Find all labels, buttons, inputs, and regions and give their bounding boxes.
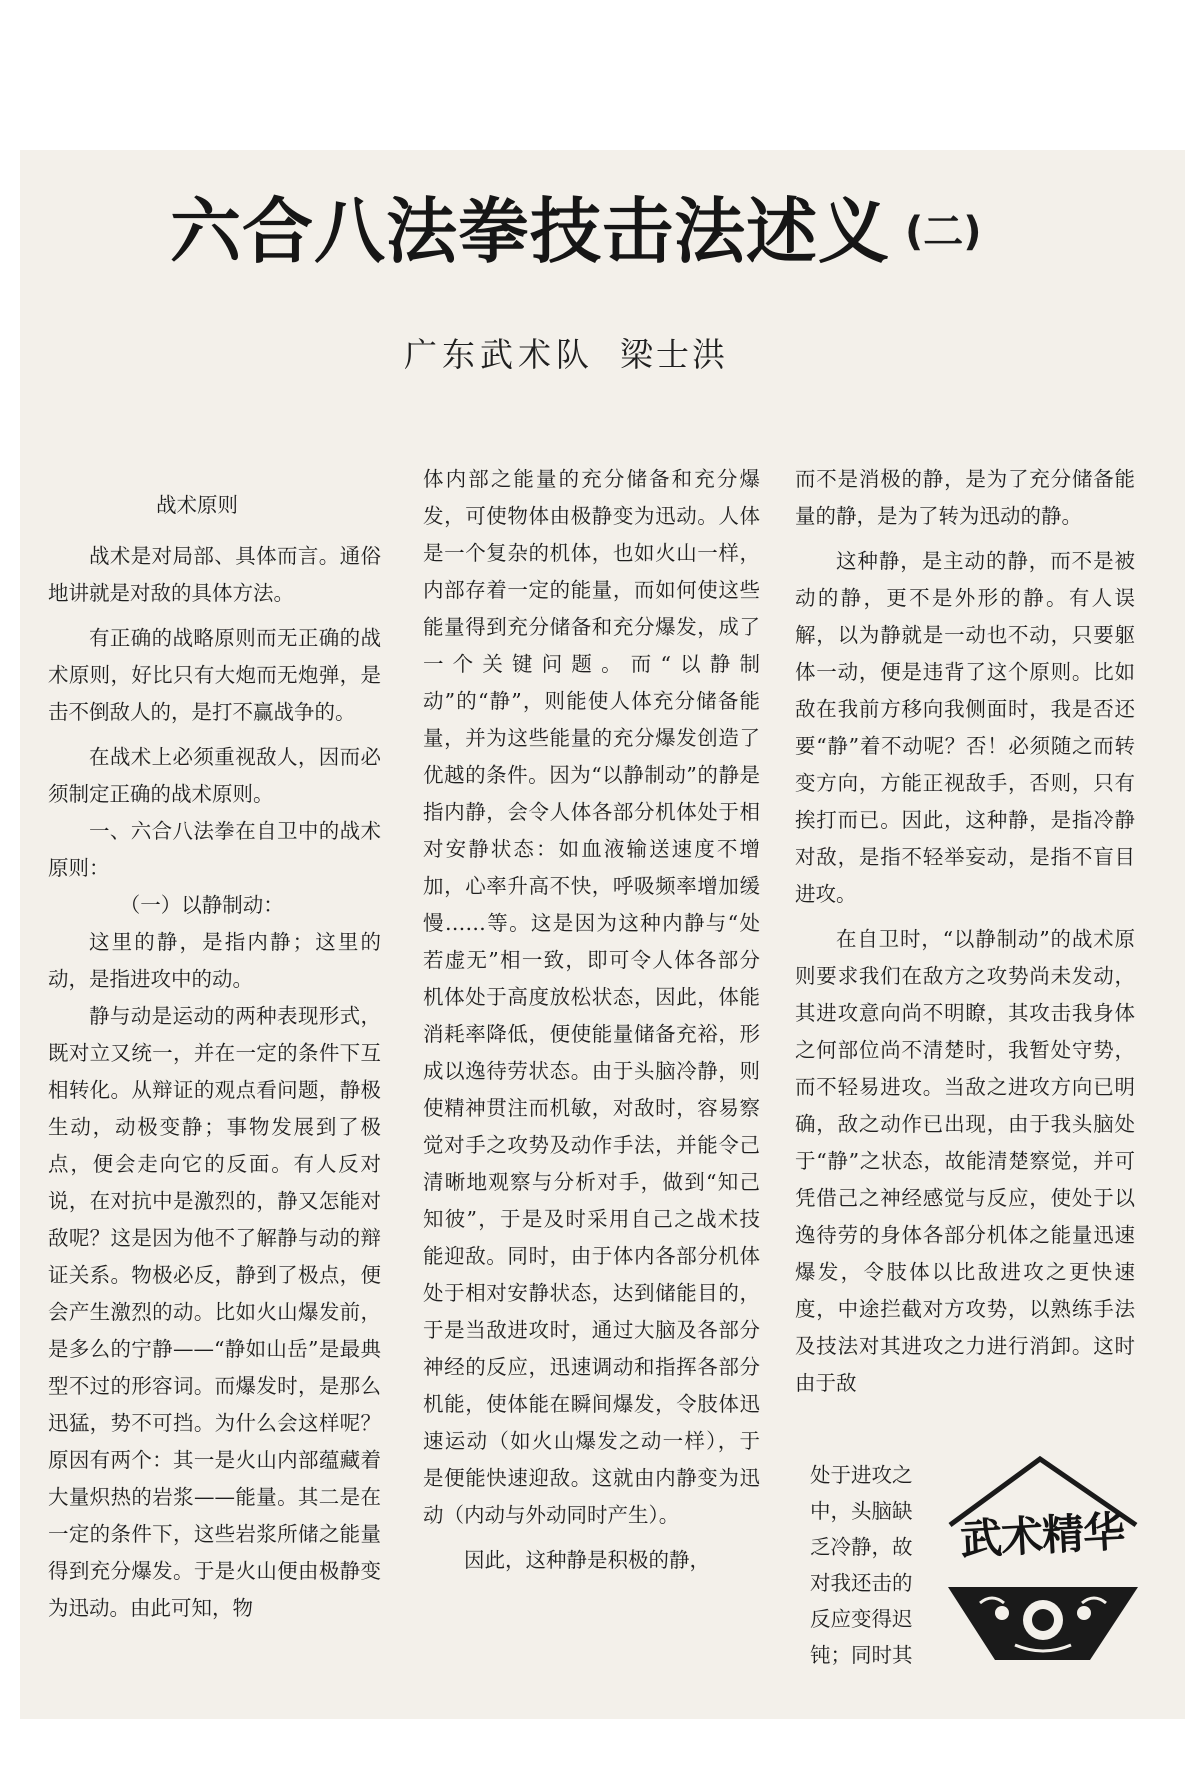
paragraph: 而不是消极的静，是为了充分储备能量的静，是为了转为迅动的静。	[795, 467, 1135, 528]
article-title: 六合八法拳技击法述义	[170, 190, 891, 273]
text-column-2	[423, 461, 760, 1721]
paragraph: 战术是对局部、具体而言。通俗地讲就是对敌的具体方法。	[48, 544, 381, 605]
emblem-label: 武术精华	[958, 1506, 1126, 1565]
numbered-heading: 一、六合八法拳在自卫中的战术原则：	[48, 819, 381, 880]
section-heading: 战术原则	[156, 493, 238, 517]
paragraph: 这种静，是主动的静，而不是被动的静，更不是外形的静。有人误解，以为静就是一动也不动，只要躯体一动，便是违背了这个原则。比如敌在我前方移向我侧面时，我是否还要“静”着不动呢？否！必须随之而转变方向，方能正视敌手，否则，只有挨打而已。因此，这种静，是指冷静对敌，是指不轻举妄动，是指不盲目进攻。	[795, 549, 1135, 906]
paragraph: 体内部之能量的充分储备和充分爆发，可使物体由极静变为迅动。人体是一个复杂的机体，也如火山一样，内部存着一定的能量，而如何使这些能量得到充分储备和充分爆发，成了一个关键问题。而“以静制动”的“静”，则能使人体充分储备能量，并为这些能量的充分爆发创造了优越的条件。因为“以静制动”的静是指内静，会令人体各部分机体处于相对安静状态：如血液输送速度不增加，心率升高不快，呼吸频率增加缓慢……等。这是因为这种内静与“处若虚无”相一致，即可令人体各部分机体处于高度放松状态，因此，体能消耗率降低，便使能量储备充裕，形成以逸待劳状态。由于头脑冷静，则使精神贯注而机敏，对敌时，容易察觉对手之攻势及动作手法，并能令己清晰地观察与分析对手，做到“知己知彼”，于是及时采用自己之战术技能迎敌。同时，由于体内各部分机体处于相对安静状态，达到储能目的，于是当敌进攻时，通过大脑及各部分神经的反应，迅速调动和指挥各部分机能，使体能在瞬间爆发，令肢体迅速运动（如火山爆发之动一样），于是便能快速迎敌。这就由内静变为迅动（内动与外动同时产生）。	[423, 467, 760, 1527]
paragraph: 处于进攻之中，头脑缺乏冷静，故对我还击的反应变得迟钝；同时其	[810, 1463, 913, 1667]
byline-author: 梁士洪	[620, 335, 728, 374]
sub-heading: （一）以静制动：	[119, 893, 284, 917]
byline-organization: 广东武术队	[404, 335, 594, 374]
text-column-3-continuation	[810, 1457, 930, 1787]
paragraph: 静与动是运动的两种表现形式，既对立又统一，并在一定的条件下互相转化。从辩证的观点看问题，静极生动，动极变静；事物发展到了极点，便会走向它的反面。有人反对说，在对抗中是激烈的，静又怎能对敌呢？这是因为他不了解静与动的辩证关系。物极必反，静到了极点，便会产生激烈的动。比如火山爆发前，是多么的宁静——“静如山岳”是最典型不过的形容词。而爆发时，是那么迅猛，势不可挡。为什么会这样呢？原因有两个：其一是火山内部蕴藏着大量炽热的岩浆——能量。其二是在一定的条件下，这些岩浆所储之能量得到充分爆发。于是火山便由极静变为迅动。由此可知，物	[48, 1004, 381, 1620]
paragraph: 因此，这种静是积极的静，	[464, 1548, 710, 1572]
article-part-number: (二)	[905, 209, 982, 255]
wushu-essence-emblem	[940, 1455, 1145, 1670]
paragraph: 在自卫时，“以静制动”的战术原则要求我们在敌方之攻势尚未发动，其进攻意向尚不明瞭，其攻击我身体之何部位尚不清楚时，我暂处守势，而不轻易进攻。当敌之进攻方向已明确，敌之动作已出现，由于我头脑处于“静”之状态，故能清楚察觉，并可凭借己之神经感觉与反应，使处于以逸待劳的身体各部分机体之能量迅速爆发，令肢体以比敌进攻之更快速度，中途拦截对方攻势，以熟练手法及技法对其进攻之力进行消卸。这时由于敌	[795, 927, 1135, 1395]
paragraph: 在战术上必须重视敌人，因而必须制定正确的战术原则。	[48, 745, 381, 806]
text-column-1	[48, 459, 381, 1719]
paragraph: 有正确的战略原则而无正确的战术原则，好比只有大炮而无炮弹，是击不倒敌人的，是打不赢战争的。	[48, 626, 381, 724]
paragraph: 这里的静，是指内静；这里的动，是指进攻中的动。	[48, 930, 381, 991]
text-column-3	[795, 461, 1135, 1395]
